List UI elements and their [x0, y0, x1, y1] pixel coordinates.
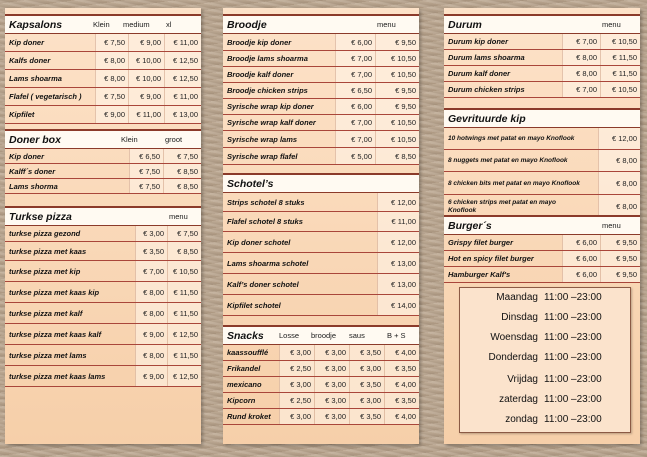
- turksepizza-section: [5, 206, 201, 387]
- item-name: turkse pizza met kaas lams: [9, 371, 106, 381]
- item-name: Kipcorn: [227, 396, 256, 405]
- item-name: Kip doner: [9, 151, 44, 161]
- item-price-broodje: € 3,00: [314, 345, 349, 360]
- table-row: [5, 282, 201, 303]
- hours-time: 11:00 –23:00: [544, 352, 602, 363]
- hours-day: Woensdag: [490, 332, 538, 343]
- item-name: Hamburger Kalf's: [448, 270, 511, 279]
- table-row: [5, 366, 201, 387]
- burgers-header: [444, 215, 640, 235]
- item-name: Syrische wrap lams: [227, 134, 298, 144]
- item-price-menu: € 8,50: [167, 242, 201, 260]
- item-price-saus: € 3,00: [349, 361, 384, 376]
- snacks-col-broodje: broodje: [311, 331, 337, 340]
- item-name-line1: 6 chicken strips met patat en mayo: [448, 198, 557, 206]
- item-price: € 8,00: [135, 345, 167, 365]
- item-price-losse: € 2,50: [279, 361, 314, 376]
- turksepizza-col-menu: menu: [169, 212, 188, 221]
- item-price-klein: € 6,50: [129, 149, 163, 163]
- item-price-losse: € 3,00: [279, 345, 314, 360]
- item-name: mexicano: [227, 380, 262, 389]
- item-price-menu: € 7,50: [167, 226, 201, 241]
- item-price: € 12,00: [377, 193, 419, 211]
- snacks-section: [223, 325, 419, 425]
- hours-row: [460, 292, 630, 303]
- item-price-menu: € 11,50: [600, 50, 640, 65]
- burgers-title: Burger´s: [448, 219, 492, 232]
- hours-row: [460, 332, 630, 343]
- table-row: [5, 149, 201, 164]
- table-row: [223, 295, 419, 316]
- item-price: € 14,00: [377, 295, 419, 315]
- item-name: [444, 199, 598, 215]
- item-price-klein: € 7,50: [129, 164, 163, 178]
- burgers-col-menu: menu: [602, 221, 621, 230]
- item-name: Lams shoarma: [9, 74, 62, 83]
- item-price-broodje: € 3,00: [314, 409, 349, 424]
- turksepizza-header: [5, 206, 201, 226]
- item-name: Durum lams shoarma: [448, 53, 525, 62]
- hours-day: Donderdag: [488, 352, 538, 363]
- item-price: € 7,00: [562, 82, 600, 97]
- item-price-medium: € 11,00: [128, 106, 164, 123]
- hours-time: 11:00 –23:00: [544, 374, 602, 385]
- schotels-title: Schotel’s: [227, 177, 274, 190]
- item-name: Hot en spicy filet burger: [448, 254, 534, 263]
- item-name: turkse pizza met kaas: [9, 246, 87, 256]
- item-price: € 6,00: [562, 267, 600, 282]
- item-price-menu: € 9,50: [375, 99, 419, 114]
- item-name: turkse pizza met lams: [9, 350, 87, 360]
- item-name: Broodje kalf doner: [227, 70, 294, 79]
- item-price-menu: € 12,50: [167, 366, 201, 386]
- item-name: Flafel ( vegetarisch ): [9, 92, 82, 101]
- item-name: Grispy filet burger: [448, 238, 514, 247]
- item-name: Flafel schotel 8 stuks: [227, 217, 303, 226]
- item-name: Syrische wrap kalf doner: [227, 118, 316, 127]
- table-row: [223, 409, 419, 425]
- table-row: [223, 34, 419, 51]
- item-name: Lams shoarma schotel: [227, 258, 309, 268]
- item-price: € 11,00: [377, 212, 419, 231]
- table-row: [444, 267, 640, 283]
- item-price-xl: € 13,00: [164, 106, 201, 123]
- kapsalons-col-medium: medium: [123, 20, 150, 29]
- item-price-losse: € 3,00: [279, 377, 314, 392]
- table-row: [223, 51, 419, 67]
- snacks-col-bs: B + S: [387, 331, 406, 340]
- item-name: turkse pizza met kaas kip: [9, 287, 100, 297]
- hours-time: 11:00 –23:00: [544, 292, 602, 303]
- table-row: [5, 261, 201, 282]
- item-name: Broodje lams shoarma: [227, 54, 308, 63]
- table-row: [5, 34, 201, 52]
- item-price-menu: € 11,50: [167, 303, 201, 323]
- table-row: [223, 345, 419, 361]
- item-price: € 3,00: [135, 226, 167, 241]
- item-price-saus: € 3,50: [349, 377, 384, 392]
- table-row: [5, 70, 201, 88]
- snacks-header: [223, 325, 419, 345]
- item-name: Broodje kip doner: [227, 37, 292, 47]
- item-price-losse: € 3,00: [279, 409, 314, 424]
- item-price-bs: € 4,00: [384, 345, 419, 360]
- menu-panel-middle: [223, 8, 419, 444]
- item-price: € 6,00: [562, 235, 600, 250]
- hours-day: Maandag: [496, 292, 538, 303]
- hours-time: 11:00 –23:00: [544, 394, 602, 405]
- hours-row: [460, 394, 630, 405]
- table-row: [5, 345, 201, 366]
- snacks-title: Snacks: [227, 329, 264, 342]
- item-price-menu: € 11,50: [167, 282, 201, 302]
- item-price-menu: € 10,50: [375, 115, 419, 130]
- schotels-header: [223, 173, 419, 193]
- item-price: € 8,00: [562, 50, 600, 65]
- table-row: [444, 66, 640, 82]
- item-price-menu: € 12,50: [167, 324, 201, 344]
- table-row: [444, 150, 640, 172]
- table-row: [223, 377, 419, 393]
- item-price: € 8,00: [598, 195, 640, 218]
- item-price-broodje: € 3,00: [314, 361, 349, 376]
- hours-time: 11:00 –23:00: [544, 332, 602, 343]
- item-name: turkse pizza met kalf: [9, 308, 83, 318]
- table-row: [444, 50, 640, 66]
- table-row: [223, 361, 419, 377]
- table-row: [444, 128, 640, 150]
- item-price-klein: € 7,50: [95, 88, 128, 105]
- item-name: Strips schotel 8 stuks: [227, 197, 305, 207]
- item-price: € 12,00: [377, 232, 419, 252]
- item-price-medium: € 10,00: [128, 52, 164, 69]
- hours-row: [460, 414, 630, 425]
- item-price-bs: € 3,50: [384, 393, 419, 408]
- item-price: € 7,00: [562, 34, 600, 49]
- durum-section: [444, 14, 640, 98]
- item-price-groot: € 8,50: [163, 164, 201, 178]
- table-row: [223, 212, 419, 232]
- item-price: € 5,00: [335, 148, 375, 164]
- item-name: kaassoufflé: [227, 348, 269, 357]
- table-row: [223, 83, 419, 99]
- table-row: [444, 34, 640, 50]
- hours-row: [460, 352, 630, 363]
- table-row: [5, 52, 201, 70]
- item-price-groot: € 8,50: [163, 179, 201, 193]
- item-name: Rund kroket: [227, 412, 271, 421]
- item-price-klein: € 8,00: [95, 52, 128, 69]
- table-row: [223, 131, 419, 148]
- item-name: Kip doner: [9, 38, 44, 47]
- table-row: [444, 251, 640, 267]
- table-row: [223, 232, 419, 253]
- item-price-medium: € 9,00: [128, 88, 164, 105]
- table-row: [223, 67, 419, 83]
- item-price-broodje: € 3,00: [314, 393, 349, 408]
- item-name: Kipfilet: [9, 110, 35, 119]
- table-row: [5, 106, 201, 124]
- item-price: € 13,00: [377, 253, 419, 273]
- hours-time: 11:00 –23:00: [544, 414, 602, 425]
- durum-header: [444, 14, 640, 34]
- broodje-title: Broodje: [227, 18, 267, 31]
- donerbox-col-groot: groot: [165, 135, 183, 144]
- item-price-menu: € 10,50: [375, 67, 419, 82]
- broodje-section: [223, 14, 419, 165]
- item-price-menu: € 9,50: [600, 251, 640, 266]
- item-price: € 7,00: [335, 131, 375, 147]
- table-row: [223, 148, 419, 165]
- item-price-menu: € 11,50: [167, 345, 201, 365]
- hours-row: [460, 312, 630, 323]
- donerbox-section: [5, 129, 201, 194]
- item-name: Kipfilet schotel: [227, 300, 281, 310]
- table-row: [223, 115, 419, 131]
- hours-time: 11:00 –23:00: [544, 312, 602, 323]
- item-price-menu: € 10,50: [375, 51, 419, 66]
- item-price-menu: € 8,50: [375, 148, 419, 164]
- item-price-menu: € 11,50: [600, 66, 640, 81]
- item-price: € 7,00: [335, 115, 375, 130]
- menu-panel-left: [5, 8, 201, 444]
- donerbox-col-klein: Klein: [121, 135, 138, 144]
- item-price-menu: € 9,50: [600, 235, 640, 250]
- item-price-xl: € 12,50: [164, 52, 201, 69]
- item-price-menu: € 10,50: [375, 131, 419, 147]
- item-name: turkse pizza met kip: [9, 266, 81, 276]
- item-price: € 3,50: [135, 242, 167, 260]
- item-name: Durum chicken strips: [448, 85, 525, 94]
- item-price-bs: € 4,00: [384, 409, 419, 424]
- item-price: € 6,00: [335, 99, 375, 114]
- item-price-losse: € 2,50: [279, 393, 314, 408]
- item-price-menu: € 9,50: [375, 34, 419, 50]
- item-price: € 7,00: [135, 261, 167, 281]
- durum-col-menu: menu: [602, 20, 621, 29]
- donerbox-title: Doner box: [9, 133, 61, 146]
- item-price: € 13,00: [377, 274, 419, 294]
- table-row: [223, 274, 419, 295]
- item-price: € 8,00: [135, 282, 167, 302]
- broodje-col-menu: menu: [377, 20, 396, 29]
- item-price: € 7,00: [335, 51, 375, 66]
- item-price-broodje: € 3,00: [314, 377, 349, 392]
- gevrituurde-title: Gevrituurde kip: [448, 112, 526, 125]
- item-price-klein: € 7,50: [129, 179, 163, 193]
- item-price: € 9,00: [135, 324, 167, 344]
- hours-day: Dinsdag: [501, 312, 538, 323]
- item-price-xl: € 12,50: [164, 70, 201, 87]
- item-name: turkse pizza gezond: [9, 229, 81, 238]
- item-price-menu: € 10,50: [167, 261, 201, 281]
- kapsalons-col-klein: Klein: [93, 20, 110, 29]
- item-price-medium: € 10,00: [128, 70, 164, 87]
- table-row: [223, 193, 419, 212]
- table-row: [223, 253, 419, 274]
- item-price-xl: € 11,00: [164, 88, 201, 105]
- item-price: € 8,00: [135, 303, 167, 323]
- item-name: Durum kip doner: [448, 37, 509, 46]
- gevrituurde-section: [444, 108, 640, 219]
- hours-row: [460, 374, 630, 385]
- item-name: Broodje chicken strips: [227, 86, 308, 95]
- table-row: [5, 242, 201, 261]
- item-price: € 6,00: [335, 34, 375, 50]
- table-row: [5, 303, 201, 324]
- kapsalons-title: Kapsalons: [9, 18, 63, 31]
- gevrituurde-header: [444, 108, 640, 128]
- item-price-saus: € 3,50: [349, 409, 384, 424]
- item-name: Kalfs doner: [9, 56, 51, 65]
- item-price-menu: € 9,50: [600, 267, 640, 282]
- table-row: [223, 99, 419, 115]
- turksepizza-title: Turkse pizza: [9, 210, 72, 223]
- item-price-saus: € 3,00: [349, 393, 384, 408]
- item-price: € 7,00: [335, 67, 375, 82]
- table-row: [5, 179, 201, 194]
- item-name: Durum kalf doner: [448, 69, 511, 78]
- item-price-menu: € 10,50: [600, 34, 640, 49]
- table-row: [223, 393, 419, 409]
- snacks-col-losse: Losse: [279, 331, 300, 340]
- table-row: [5, 164, 201, 179]
- item-price-xl: € 11,00: [164, 34, 201, 51]
- item-name: turkse pizza met kaas kalf: [9, 329, 102, 339]
- item-price-menu: € 9,50: [375, 83, 419, 98]
- table-row: [444, 82, 640, 98]
- item-price: € 6,00: [562, 251, 600, 266]
- item-price: € 8,00: [598, 150, 640, 171]
- item-price-bs: € 3,50: [384, 361, 419, 376]
- item-price: € 8,00: [598, 172, 640, 194]
- kapsalons-col-xl: xl: [166, 20, 172, 29]
- item-name: Kalf’s doner schotel: [227, 279, 299, 289]
- item-price: € 12,00: [598, 128, 640, 149]
- snacks-col-saus: saus: [349, 331, 365, 340]
- schotels-section: [223, 173, 419, 316]
- item-name: 8 nuggets met patat en mayo Knoflook: [448, 157, 568, 164]
- durum-title: Durum: [448, 18, 482, 31]
- item-price-klein: € 7,50: [95, 34, 128, 51]
- donerbox-header: [5, 129, 201, 149]
- hours-day: zondag: [505, 414, 538, 425]
- item-price-bs: € 4,00: [384, 377, 419, 392]
- item-price-menu: € 10,50: [600, 82, 640, 97]
- item-name: Lams shorma: [9, 181, 58, 191]
- table-row: [444, 235, 640, 251]
- broodje-header: [223, 14, 419, 34]
- opening-hours: [459, 287, 631, 433]
- table-row: [5, 324, 201, 345]
- item-price-klein: € 8,00: [95, 70, 128, 87]
- item-name: 10 hotwings met patat en mayo Knoflook: [448, 135, 575, 142]
- item-name: Syrische wrap flafel: [227, 151, 298, 161]
- item-name-line2: Knoflook: [448, 206, 477, 214]
- table-row: [5, 226, 201, 242]
- item-price: € 8,00: [562, 66, 600, 81]
- item-price: € 9,00: [135, 366, 167, 386]
- item-price-saus: € 3,50: [349, 345, 384, 360]
- kapsalons-section: [5, 14, 201, 124]
- item-name: Syrische wrap kip doner: [227, 102, 314, 111]
- item-name: Kalff´s doner: [9, 166, 56, 176]
- table-row: [5, 88, 201, 106]
- hours-day: zaterdag: [499, 394, 538, 405]
- hours-day: Vrijdag: [507, 374, 538, 385]
- item-name: 8 chicken bits met patat en mayo Knoflook: [448, 179, 580, 187]
- kapsalons-header: [5, 14, 201, 34]
- item-price-medium: € 9,00: [128, 34, 164, 51]
- item-price-groot: € 7,50: [163, 149, 201, 163]
- table-row: [444, 172, 640, 195]
- item-price: € 6,50: [335, 83, 375, 98]
- item-name: Frikandel: [227, 364, 261, 373]
- burgers-section: [444, 215, 640, 283]
- item-name: Kip doner schotel: [227, 237, 291, 247]
- item-price-klein: € 9,00: [95, 106, 128, 123]
